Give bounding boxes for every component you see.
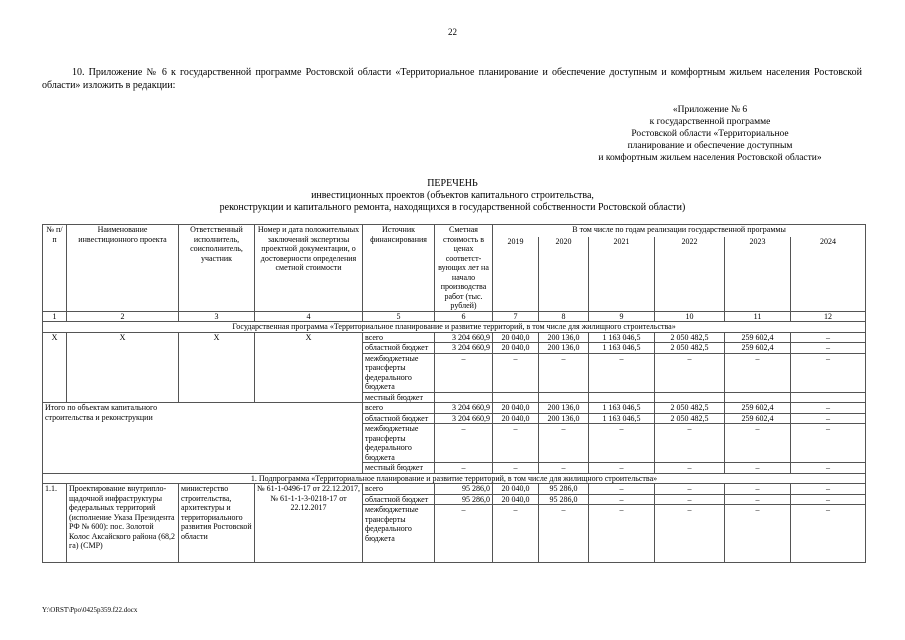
header-responsible: Ответственный исполнитель, соисполнитель, участник [179, 225, 255, 312]
col-number: 4 [255, 311, 363, 322]
cell-value: – [791, 343, 866, 354]
cell-source: областной бюджет [363, 413, 435, 424]
cell-value: – [539, 424, 589, 463]
project-num: 1.1. [43, 484, 67, 563]
cell-value: 20 040,0 [493, 403, 539, 414]
cell-value: 20 040,0 [493, 343, 539, 354]
table-row [43, 403, 866, 414]
title-line: ПЕРЕЧЕНЬ [427, 178, 478, 189]
header-year: 2020 [539, 237, 589, 311]
cell-value: – [589, 424, 655, 463]
cell-value: 95 286,0 [539, 484, 589, 495]
cell-cost: 95 286,0 [435, 484, 493, 495]
cell-cost: – [435, 353, 493, 392]
appendix-line: к государственной программе [649, 117, 771, 127]
cell-value: – [791, 494, 866, 505]
cell-value: – [791, 332, 866, 343]
cell-value: 259 602,4 [725, 343, 791, 354]
cell-value: – [725, 505, 791, 563]
cell-value: 20 040,0 [493, 332, 539, 343]
header-num: № п/п [43, 225, 67, 312]
appendix-heading [560, 104, 860, 164]
cell-value: – [655, 424, 725, 463]
cell-value: – [791, 413, 866, 424]
cell-value: 2 050 482,5 [655, 332, 725, 343]
cell-value: 200 136,0 [539, 413, 589, 424]
cell-value: – [493, 424, 539, 463]
empty-cell [255, 403, 363, 474]
appendix-line: и комфортным жильем населения Ростовской области» [598, 153, 822, 163]
header-year: 2022 [655, 237, 725, 311]
cell-source: областной бюджет [363, 494, 435, 505]
cell-value: 2 050 482,5 [655, 413, 725, 424]
cell-value: 1 163 046,5 [589, 413, 655, 424]
page-number: 22 [448, 27, 457, 37]
projects-table [42, 224, 866, 563]
cell-cost: 3 204 660,9 [435, 413, 493, 424]
appendix-line: Ростовской области «Территориальное [631, 129, 789, 139]
cell-value [589, 392, 655, 403]
cell-value: – [655, 463, 725, 474]
col-number: 2 [67, 311, 179, 322]
title-line: реконструкции и капитального ремонта, находящихся в государственной собственности Ростовской области) [219, 202, 686, 213]
cell-value: – [539, 505, 589, 563]
header-expertise: Номер и дата положительных заключений экспертизы проектной документации, о достоверности определения сметной стоимости [255, 225, 363, 312]
appendix-line: «Приложение № 6 [672, 105, 748, 115]
cell-value: 200 136,0 [539, 343, 589, 354]
cell-value: – [655, 505, 725, 563]
table-row [43, 484, 866, 495]
cell-value: – [655, 494, 725, 505]
cell-value: – [655, 484, 725, 495]
cell-value: – [589, 463, 655, 474]
cell-cost: 3 204 660,9 [435, 403, 493, 414]
project-name: Проектирование внутрипло-щадочной инфраструктуры федеральных территорий (исполнение Указа Президента РФ № 600): пос. Золотой Колос Аксайского района (68,2 га) (СМР) [67, 484, 179, 563]
project-expertise: № 61-1-0496-17 от 22.12.2017, № 61-1-1-3-0218-17 от 22.12.2017 [255, 484, 363, 563]
cell-value: 20 040,0 [493, 484, 539, 495]
col-number: 9 [589, 311, 655, 322]
subprogram-title-row [43, 473, 866, 484]
cell-source: межбюджетные трансферты федерального бюджета [363, 505, 435, 563]
cell-value: 2 050 482,5 [655, 403, 725, 414]
col-number: 6 [435, 311, 493, 322]
cell-value [493, 392, 539, 403]
footer-file-path: Y:\ORST\Ppo\0425p359.f22.docx [42, 606, 138, 614]
cell-cost: – [435, 505, 493, 563]
cell-value: – [725, 494, 791, 505]
cell-source: всего [363, 484, 435, 495]
col-number: 5 [363, 311, 435, 322]
cell-value: – [791, 484, 866, 495]
header-years-group: В том числе по годам реализации государственной программы [493, 225, 866, 238]
cell-cost: 3 204 660,9 [435, 332, 493, 343]
cell-value: 1 163 046,5 [589, 403, 655, 414]
cell-value: – [791, 424, 866, 463]
cell-value: – [589, 505, 655, 563]
cell-value [791, 392, 866, 403]
header-year: 2019 [493, 237, 539, 311]
table-row [43, 332, 866, 343]
cell-source: межбюджетные трансферты федерального бюджета [363, 424, 435, 463]
header-year: 2021 [589, 237, 655, 311]
cell-value: 259 602,4 [725, 403, 791, 414]
cell-value: – [791, 353, 866, 392]
cell-value: 1 163 046,5 [589, 332, 655, 343]
document-title [0, 178, 905, 214]
column-numbers-row [43, 311, 866, 322]
project-responsible: министерство строительства, архитектуры и территориального развития Ростовской области [179, 484, 255, 563]
cell-value: 259 602,4 [725, 332, 791, 343]
cell-value: – [655, 353, 725, 392]
cell-value: 95 286,0 [539, 494, 589, 505]
cell-value: 259 602,4 [725, 413, 791, 424]
cell-value: – [493, 463, 539, 474]
cell-value: – [493, 505, 539, 563]
intro-paragraph: 10. Приложение № 6 к государственной программе Ростовской области «Территориальное планирование и обеспечение доступным и комфортным жильем населения Ростовской области» изложить в редакции: [42, 67, 862, 91]
cell-source: всего [363, 403, 435, 414]
cell-value: – [791, 403, 866, 414]
header-cost: Сметная стоимость в ценах соответст-вующих лет на начало производства работ (тыс. рублей) [435, 225, 493, 312]
cell-value [655, 392, 725, 403]
header-source: Источник финансирования [363, 225, 435, 312]
cell-x: Х [255, 332, 363, 403]
cell-cost: 95 286,0 [435, 494, 493, 505]
cell-cost: 3 204 660,9 [435, 343, 493, 354]
col-number: 3 [179, 311, 255, 322]
col-number: 1 [43, 311, 67, 322]
cell-value: 1 163 046,5 [589, 343, 655, 354]
cell-cost: – [435, 463, 493, 474]
cell-value: 2 050 482,5 [655, 343, 725, 354]
cell-cost: – [435, 424, 493, 463]
cell-value: – [725, 424, 791, 463]
cell-value: – [539, 463, 589, 474]
program-title-row [43, 322, 866, 333]
header-year: 2024 [791, 237, 866, 311]
header-year: 2023 [725, 237, 791, 311]
cell-value: 200 136,0 [539, 332, 589, 343]
cell-value [539, 392, 589, 403]
cell-value: – [791, 463, 866, 474]
col-number: 10 [655, 311, 725, 322]
cell-value: – [725, 353, 791, 392]
cell-value: – [589, 353, 655, 392]
cell-x: Х [179, 332, 255, 403]
cell-cost [435, 392, 493, 403]
empty-cell [179, 403, 255, 474]
cell-source: местный бюджет [363, 392, 435, 403]
cell-value: – [725, 484, 791, 495]
col-number: 11 [725, 311, 791, 322]
cell-value: – [539, 353, 589, 392]
cell-source: межбюджетные трансферты федерального бюджета [363, 353, 435, 392]
col-number: 7 [493, 311, 539, 322]
cell-value: – [493, 353, 539, 392]
total-label: Итого по объектам капитального строительства и реконструкции [43, 403, 179, 474]
cell-x: Х [67, 332, 179, 403]
header-name: Наименование инвестиционного проекта [67, 225, 179, 312]
cell-value: – [725, 463, 791, 474]
table-header-row [43, 225, 866, 238]
appendix-line: планирование и обеспечение доступным [627, 141, 793, 151]
cell-value [725, 392, 791, 403]
cell-value: – [589, 494, 655, 505]
cell-x: Х [43, 332, 67, 403]
cell-source: областной бюджет [363, 343, 435, 354]
cell-value: – [791, 505, 866, 563]
cell-value: 200 136,0 [539, 403, 589, 414]
program-title: Государственная программа «Территориальное планирование и развитие территорий, в том числе для жилищного строительства» [43, 322, 866, 333]
cell-source: местный бюджет [363, 463, 435, 474]
col-number: 12 [791, 311, 866, 322]
cell-source: всего [363, 332, 435, 343]
title-line: инвестиционных проектов (объектов капитального строительства, [311, 190, 594, 201]
cell-value: – [589, 484, 655, 495]
cell-value: 20 040,0 [493, 413, 539, 424]
col-number: 8 [539, 311, 589, 322]
subprogram-title: 1. Подпрограмма «Территориальное планирование и развитие территорий, в том числе для жилищного строительства» [43, 473, 866, 484]
cell-value: 20 040,0 [493, 494, 539, 505]
